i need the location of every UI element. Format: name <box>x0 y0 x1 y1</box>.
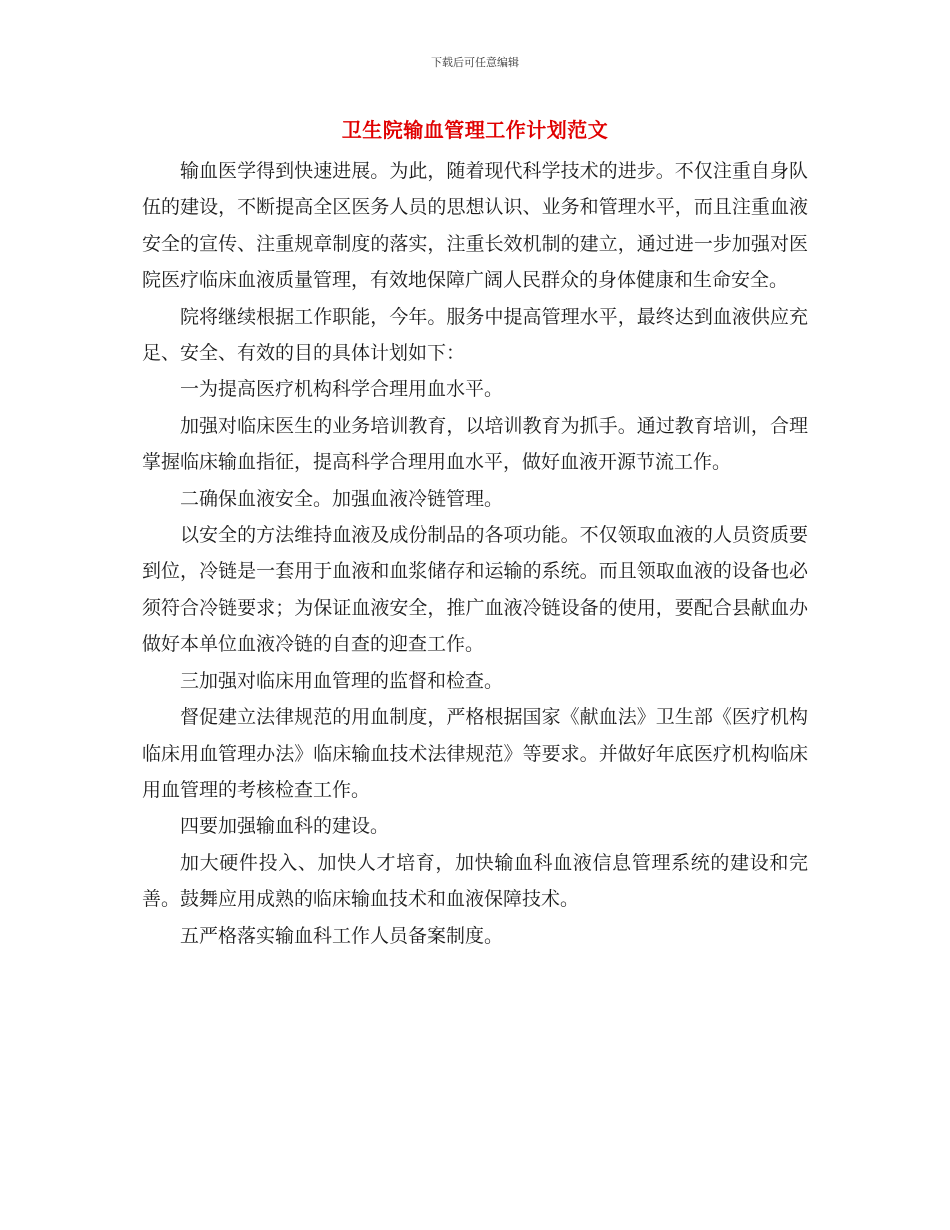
document-title: 卫生院输血管理工作计划范文 <box>341 118 609 142</box>
section-heading-3: 三加强对临床用血管理的监督和检查。 <box>180 669 504 692</box>
page-header-note: 下载后可任意编辑 <box>431 56 519 69</box>
paragraph-plan-overview: 院将继续根据工作职能，今年。服务中提高管理水平，最终达到血液供应充足、安全、有效的目的具体计划如下： <box>142 305 808 365</box>
section-heading-5: 五严格落实输血科工作人员备案制度。 <box>180 924 504 947</box>
paragraph-section-1: 加强对临床医生的业务培训教育，以培训教育为抓手。通过教育培训，合理掌握临床输血指征，提高科学合理用血水平，做好血液开源节流工作。 <box>142 414 808 474</box>
paragraph-intro: 输血医学得到快速进展。为此，随着现代科学技术的进步。不仅注重自身队伍的建设，不断提高全区医务人员的思想认识、业务和管理水平，而且注重血液安全的宣传、注重规章制度的落实，注重长效机制的建立，通过进一步加强对医院医疗临床血液质量管理，有效地保障广阔人民群众的身体健康和生命安全。 <box>142 160 808 292</box>
section-heading-4: 四要加强输血科的建设。 <box>180 815 390 838</box>
section-heading-2: 二确保血液安全。加强血液冷链管理。 <box>180 487 504 510</box>
paragraph-section-2: 以安全的方法维持血液及成份制品的各项功能。不仅领取血液的人员资质要到位，冷链是一套用于血液和血浆储存和运输的系统。而且领取血液的设备也必须符合冷链要求；为保证血液安全，推广血液冷链设备的使用，要配合县献血办做好本单位血液冷链的自查的迎查工作。 <box>142 524 808 656</box>
section-heading-1: 一为提高医疗机构科学合理用血水平。 <box>180 378 504 401</box>
paragraph-section-3: 督促建立法律规范的用血制度，严格根据国家《献血法》卫生部《医疗机构临床用血管理办法》临床输血技术法律规范》等要求。并做好年底医疗机构临床用血管理的考核检查工作。 <box>142 706 808 801</box>
paragraph-section-4: 加大硬件投入、加快人才培育，加快输血科血液信息管理系统的建设和完善。鼓舞应用成熟的临床输血技术和血液保障技术。 <box>142 851 808 911</box>
document-body <box>142 153 808 954</box>
